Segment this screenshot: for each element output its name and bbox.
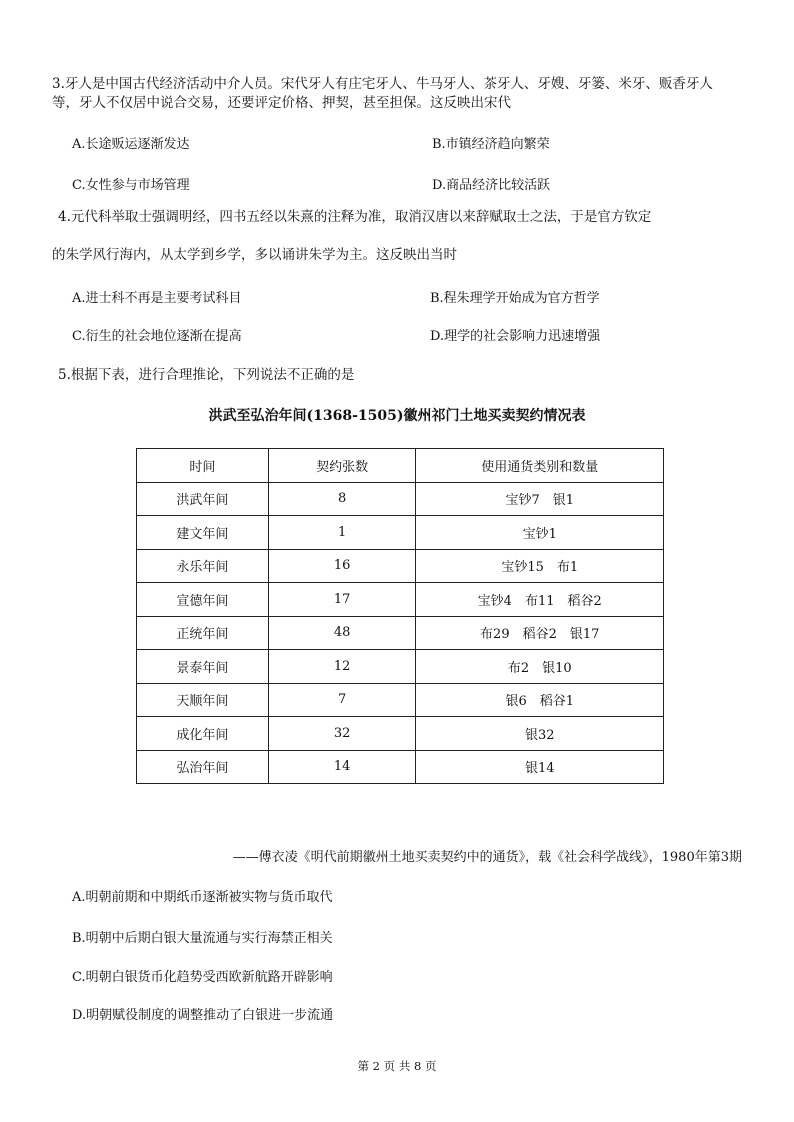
table-row — [137, 650, 664, 684]
cell-currency: 布2 银10 — [416, 650, 664, 684]
header-currency: 使用通货类别和数量 — [416, 449, 664, 483]
cell-count: 1 — [268, 516, 416, 550]
cell-currency: 宝钞7 银1 — [416, 482, 664, 516]
q3-option-c: C.女性参与市场管理 — [72, 178, 190, 193]
q4-option-a: A.进士科不再是主要考试科目 — [72, 291, 242, 306]
cell-currency: 银14 — [416, 750, 664, 784]
cell-period: 洪武年间 — [137, 482, 269, 516]
q3-option-d: D.商品经济比较活跃 — [432, 178, 551, 193]
cell-period: 弘治年间 — [137, 750, 269, 784]
cell-currency: 银6 稻谷1 — [416, 683, 664, 717]
q4-option-d: D.理学的社会影响力迅速增强 — [430, 329, 601, 344]
q3-stem-line1: 3.牙人是中国古代经济活动中介人员。宋代牙人有庄宅牙人、牛马牙人、茶牙人、牙嫂、牙篓、米牙、贩香牙人 — [52, 76, 713, 92]
q5-option-b: B.明朝中后期白银大量流通与实行海禁正相关 — [72, 931, 333, 946]
q3-option-a: A.长途贩运逐渐发达 — [72, 137, 190, 152]
q4-option-c: C.衍生的社会地位逐渐在提高 — [72, 329, 242, 344]
table-row — [137, 717, 664, 751]
cell-count: 16 — [268, 549, 416, 583]
cell-period: 天顺年间 — [137, 683, 269, 717]
table-title: 洪武至弘治年间(1368-1505)徽州祁门土地买卖契约情况表 — [208, 408, 586, 424]
cell-currency: 银32 — [416, 717, 664, 751]
table-row — [137, 583, 664, 617]
table-row — [137, 616, 664, 650]
q3-option-b: B.市镇经济趋向繁荣 — [432, 137, 550, 152]
cell-period: 宣德年间 — [137, 583, 269, 617]
cell-count: 7 — [268, 683, 416, 717]
table-row — [137, 516, 664, 550]
table-header-row — [137, 449, 664, 483]
q5-option-d: D.明朝赋役制度的调整推动了白银进一步流通 — [72, 1008, 334, 1023]
source-citation: ——傅衣凌《明代前期徽州土地买卖契约中的通货》，载《社会科学战线》，1980年第3期 — [232, 850, 742, 865]
q5-option-a: A.明朝前期和中期纸币逐渐被实物与货币取代 — [72, 890, 333, 905]
cell-count: 12 — [268, 650, 416, 684]
header-period: 时间 — [137, 449, 269, 483]
cell-count: 8 — [268, 482, 416, 516]
cell-period: 正统年间 — [137, 616, 269, 650]
q5-stem: 5.根据下表，进行合理推论，下列说法不正确的是 — [58, 367, 355, 383]
cell-currency: 宝钞1 — [416, 516, 664, 550]
q4-option-b: B.程朱理学开始成为官方哲学 — [430, 291, 600, 306]
page-number: 第 2 页 共 8 页 — [357, 1059, 437, 1073]
table-row — [137, 683, 664, 717]
cell-period: 建文年间 — [137, 516, 269, 550]
cell-currency: 宝钞4 布11 稻谷2 — [416, 583, 664, 617]
q3-stem-line2: 等，牙人不仅居中说合交易，还要评定价格、押契，甚至担保。这反映出宋代 — [52, 95, 511, 111]
q5-option-c: C.明朝白银货币化趋势受西欧新航路开辟影响 — [72, 970, 333, 985]
cell-period: 成化年间 — [137, 717, 269, 751]
table-row — [137, 482, 664, 516]
cell-currency: 宝钞15 布1 — [416, 549, 664, 583]
cell-count: 32 — [268, 717, 416, 751]
cell-period: 景泰年间 — [137, 650, 269, 684]
cell-count: 17 — [268, 583, 416, 617]
q4-stem-line1: 4.元代科举取士强调明经，四书五经以朱熹的注释为准，取消汉唐以来辞赋取士之法，于是官方钦定 — [58, 209, 652, 225]
cell-currency: 布29 稻谷2 银17 — [416, 616, 664, 650]
contract-table — [136, 448, 664, 784]
cell-period: 永乐年间 — [137, 549, 269, 583]
table-row — [137, 750, 664, 784]
header-contract-count: 契约张数 — [268, 449, 416, 483]
q4-stem-line2: 的朱学风行海内，从太学到乡学，多以诵讲朱学为主。这反映出当时 — [52, 247, 457, 263]
cell-count: 14 — [268, 750, 416, 784]
cell-count: 48 — [268, 616, 416, 650]
table-row — [137, 549, 664, 583]
